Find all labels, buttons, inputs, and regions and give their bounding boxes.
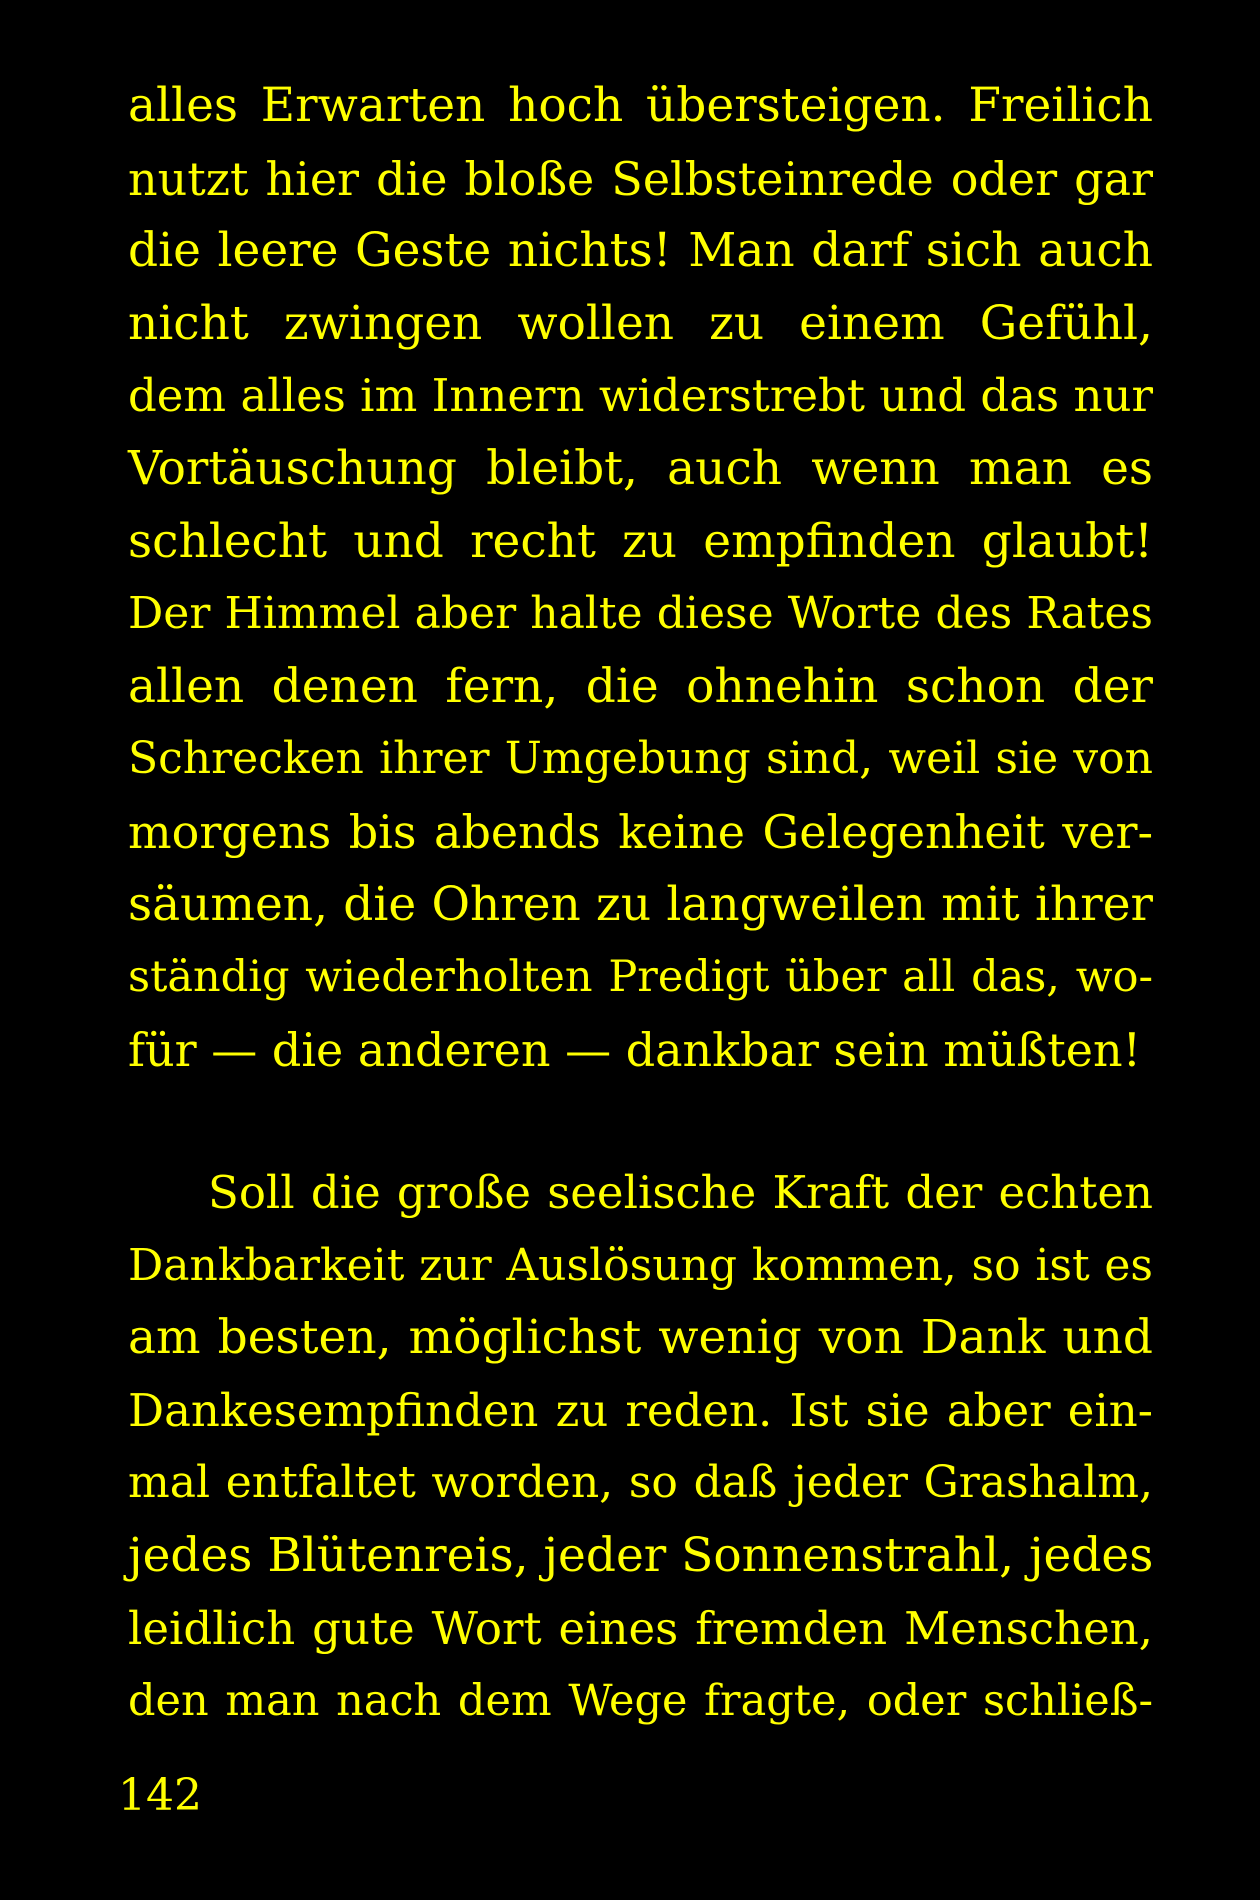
text-line: allen denen fern, die ohnehin schon der xyxy=(128,658,1153,714)
text-line: säumen, die Ohren zu langweilen mit ihrer xyxy=(128,876,1153,932)
text-line: Vortäuschung bleibt, auch wenn man es xyxy=(128,440,1153,496)
paragraph-1 xyxy=(128,70,1153,1086)
text-line: Der Himmel aber halte diese Worte des Rates xyxy=(128,588,1153,640)
text-line: Dankesempfinden zu reden. Ist sie aber ein- xyxy=(128,1383,1153,1437)
paragraph-2 xyxy=(128,1157,1153,1738)
text-line: dem alles im Innern widerstrebt und das nur xyxy=(128,369,1153,423)
text-line: morgens bis abends keine Gelegenheit ver- xyxy=(128,804,1153,859)
text-line: für — die anderen — dankbar sein müßten! xyxy=(128,1022,1142,1077)
text-line: nicht zwingen wollen zu einem Gefühl, xyxy=(128,295,1153,351)
text-line: Soll die große seelische Kraft der echten xyxy=(208,1166,1153,1219)
text-line: jedes Blütenreis, jeder Sonnenstrahl, jedes xyxy=(128,1527,1154,1583)
text-line: Schrecken ihrer Umgebung sind, weil sie von xyxy=(128,733,1153,785)
text-line: schlecht und recht zu empfinden glaubt! xyxy=(128,513,1153,569)
text-line: Dankbarkeit zur Auslösung kommen, so ist es xyxy=(128,1239,1153,1291)
text-line: am besten, möglichst wenig von Dank und xyxy=(128,1310,1153,1366)
text-line: nutzt hier die bloße Selbsteinrede oder gar xyxy=(128,151,1153,206)
page-number: 142 xyxy=(118,1770,202,1821)
text-line: mal entfaltet worden, so daß jeder Grashalm, xyxy=(128,1457,1153,1509)
text-line: ständig wiederholten Predigt über all das, wo- xyxy=(128,952,1153,1003)
text-line: den man nach dem Wege fragte, oder schließ- xyxy=(128,1676,1153,1727)
text-line: die leere Geste nichts! Man darf sich auch xyxy=(128,223,1153,279)
text-line: alles Erwarten hoch übersteigen. Freilich xyxy=(128,78,1153,133)
text-line: leidlich gute Wort eines fremden Menschen, xyxy=(128,1601,1153,1655)
